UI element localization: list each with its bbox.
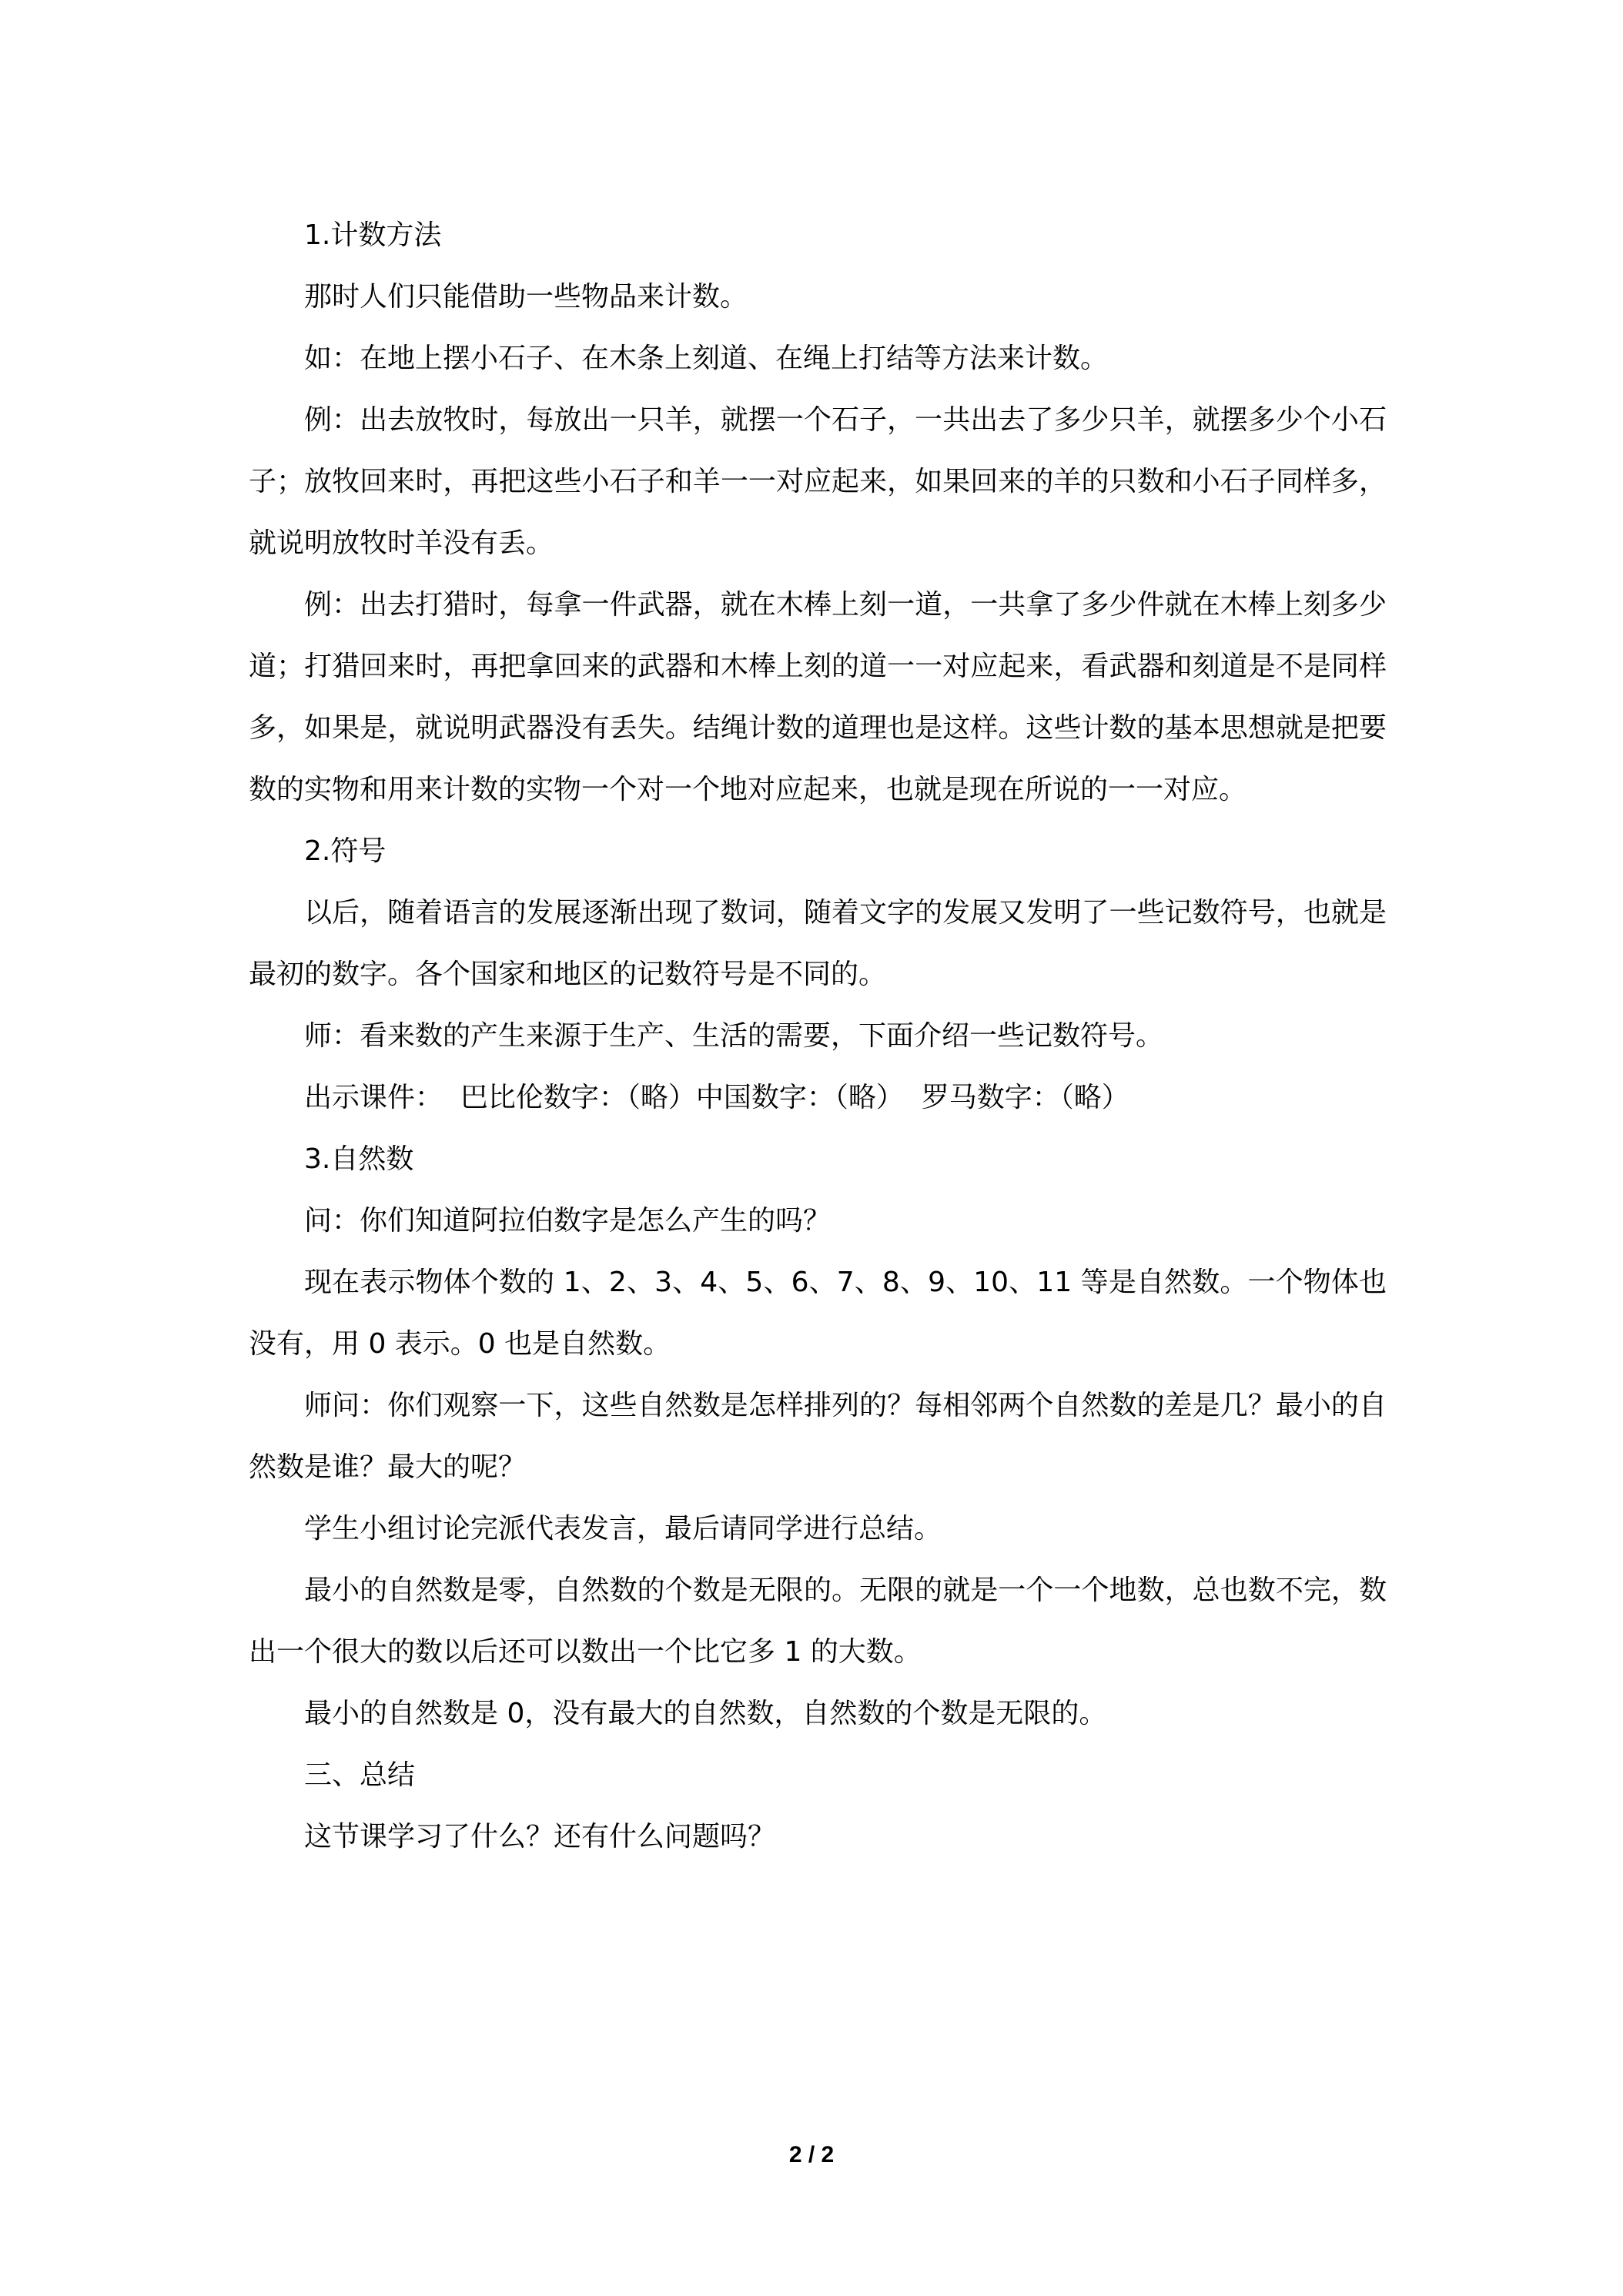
paragraph: 如：在地上摆小石子、在木条上刻道、在绳上打结等方法来计数。	[304, 343, 1109, 374]
page-number: 2 / 2	[788, 2142, 835, 2167]
paragraph: 师问：你们观察一下，这些自然数是怎样排列的？每相邻两个自然数的差是几？最小的自然数是谁？最大的呢？	[249, 1390, 1387, 1483]
paragraph: 问：你们知道阿拉伯数字是怎么产生的吗？	[304, 1205, 832, 1237]
paragraph: 学生小组讨论完派代表发言，最后请同学进行总结。	[304, 1513, 942, 1545]
paragraph: 那时人们只能借助一些物品来计数。	[304, 281, 748, 313]
paragraph: 最小的自然数是零，自然数的个数是无限的。无限的就是一个一个地数，总也数不完，数出一个很大的数以后还可以数出一个比它多 1 的大数。	[249, 1575, 1387, 1668]
paragraph: 例：出去放牧时，每放出一只羊，就摆一个石子，一共出去了多少只羊，就摆多少个小石子；放牧回来时，再把这些小石子和羊一一对应起来，如果回来的羊的只数和小石子同样多，就说明放牧时羊没有丢。	[249, 404, 1387, 559]
document-body	[249, 205, 1387, 1868]
paragraph: 最小的自然数是 0，没有最大的自然数，自然数的个数是无限的。	[304, 1698, 1107, 1729]
heading-natural-numbers: 3.自然数	[304, 1143, 414, 1175]
paragraph: 出示课件： 巴比伦数字：（略）中国数字：（略） 罗马数字：（略）	[304, 1082, 1129, 1113]
heading-counting-method: 1.计数方法	[304, 219, 442, 251]
heading-symbols: 2.符号	[304, 835, 387, 867]
paragraph: 这节课学习了什么？还有什么问题吗？	[304, 1821, 776, 1853]
heading-summary: 三、总结	[304, 1759, 416, 1791]
paragraph: 以后，随着语言的发展逐渐出现了数词，随着文字的发展又发明了一些记数符号，也就是最初的数字。各个国家和地区的记数符号是不同的。	[249, 897, 1387, 990]
paragraph: 例：出去打猎时，每拿一件武器，就在木棒上刻一道，一共拿了多少件就在木棒上刻多少道；打猎回来时，再把拿回来的武器和木棒上刻的道一一对应起来，看武器和刻道是不是同样多，如果是，就说明武器没有丢失。结绳计数的道理也是这样。这些计数的基本思想就是把要数的实物和用来计数的实物一个对一个地对应起来，也就是现在所说的一一对应。	[249, 589, 1387, 805]
paragraph: 现在表示物体个数的 1、2、3、4、5、6、7、8、9、10、11 等是自然数。一个物体也没有，用 0 表示。0 也是自然数。	[249, 1267, 1387, 1360]
paragraph: 师：看来数的产生来源于生产、生活的需要，下面介绍一些记数符号。	[304, 1020, 1164, 1052]
